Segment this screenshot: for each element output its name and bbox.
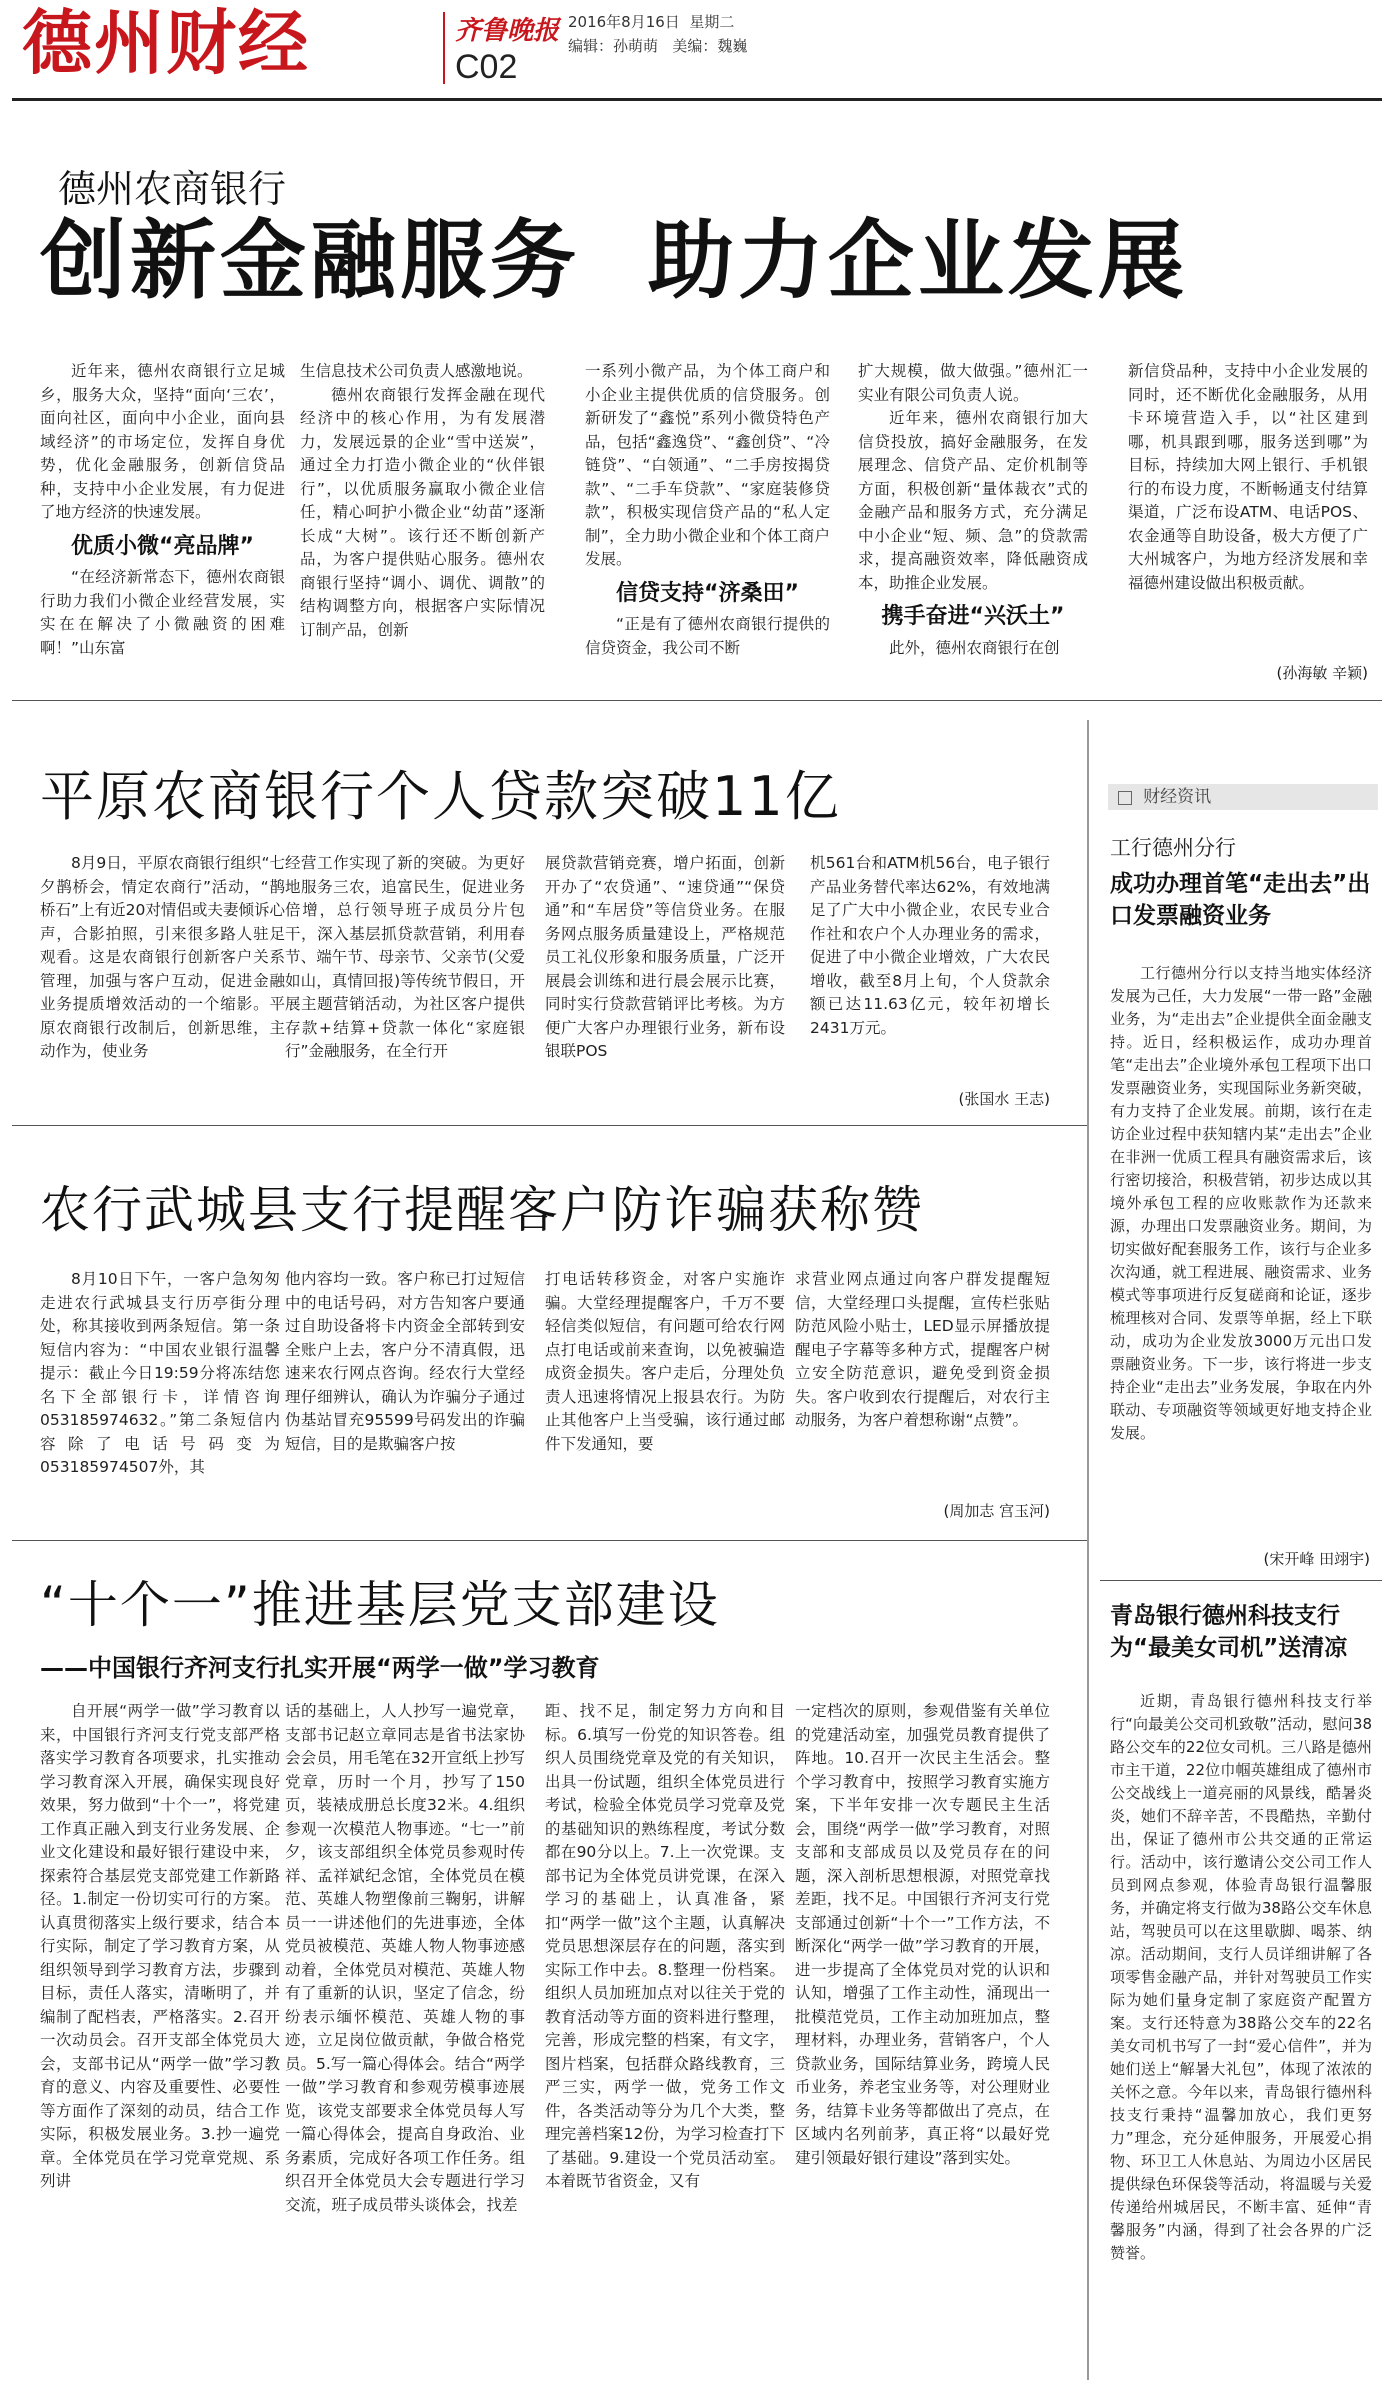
sidebar-story1-kicker: 工行德州分行 <box>1110 836 1236 860</box>
sidebar-story1-byline: (宋开峰 田翊宇) <box>1263 1550 1370 1568</box>
date: 2016年8月16日 <box>568 13 680 31</box>
pingyuan-column-1 <box>40 852 285 1112</box>
pingyuan-paragraph: 经营工作实现了新的突破。为更好地服务三农，追富民生，促进业务倍增，总行领导班子成员分片包干，深入基层抓贷款营销，利用春节、端午节、母亲节、父亲节(父爱如山，真情回报)等传统节假日，开展主题营销活动，为社区客户提供存款+结算+贷款一体化“家庭银行”金融服务，在全行开 <box>285 854 525 1060</box>
lead-column-3 <box>585 360 830 685</box>
lead-paragraph: 近年来，德州农商银行加大信贷投放，搞好金融服务，在发展理念、信贷产品、定价机制等方面，积极创新“量体裁衣”式的金融产品和服务方式，充分满足中小企业“短、频、急”的贷款需求，提高融资效率，降低融资成本，助推企业发展。 <box>858 409 1088 592</box>
designer-credit: 美编：魏巍 <box>672 37 748 55</box>
wucheng-headline: 农行武城县支行提醒客户防诈骗获称赞 <box>40 1181 924 1239</box>
sidebar-label-icon <box>1118 791 1132 805</box>
section-divider <box>12 1540 1087 1541</box>
section-divider <box>12 1125 1087 1126</box>
sidebar-story2-body <box>1110 1690 1372 2380</box>
boc-paragraph: 距、找不足，制定努力方向和目标。6.填写一份党的知识答卷。组织人员围绕党章及党的有关知识，出具一份试题，组织全体党员进行考试，检验全体党员学习党章及党的基础知识的熟练程度，考试分数都在90分以上。7.上一次党课。支部书记为全体党员讲党课，在深入学习的基础上，认真准备，紧扣“两学一做”这个主题，认真解决党员思想深层存在的问题，落实到实际工作中去。8.整理一份档案。组织人员加班加点对以往关于党的教育活动等方面的资料进行整理，完善，形成完整的档案，有文字，图片档案，包括群众路线教育，三严三实，两学一做，党务工作文件，各类活动等分为几个大类，整理完善档案12份，为学习检查打下了基础。9.建设一个党员活动室。本着既节省资金，又有 <box>545 1702 785 2190</box>
credits <box>568 34 747 58</box>
issue-date <box>568 10 734 34</box>
wucheng-paragraph: 打电话转移资金，对客户实施诈骗。大堂经理提醒客户，千万不要轻信类似短信，有问题可给农行网点打电话或前来查询，以免被骗造成资金损失。客户走后，分理处负责人迅速将情况上报县农行。为防止其他客户上当受骗，该行通过邮件下发通知，要 <box>545 1270 785 1453</box>
lead-paragraph: 一系列小微产品，为个体工商户和小企业主提供优质的信贷服务。创新研发了“鑫悦”系列小微贷特色产品，包括“鑫逸贷”、“鑫创贷”、“冷链贷”、“白领通”、“二手房按揭贷款”、“二手车贷款”、“家庭装修贷款”，积极实现信贷产品的“私人定制”，全力助小微企业和个体工商户发展。 <box>585 362 830 568</box>
lead-column-4 <box>858 360 1088 685</box>
lead-paragraph: “在经济新常态下，德州农商银行助力我们小微企业经营发展，实实在在解决了小微融资的困难啊！”山东富 <box>40 568 285 657</box>
section-title: 德州财经 <box>22 2 310 84</box>
boc-column-2 <box>285 1700 525 2380</box>
wucheng-paragraph: 他内容均一致。客户称已打过短信中的电话号码，对方告知客户要通过自助设备将卡内资金全部转到安全账户上去，客户分不清真假，迅速来农行网点咨询。经农行大堂经理仔细辨认，确认为诈骗分子通过伪基站冒充95599号码发出的诈骗短信，目的是欺骗客户按 <box>285 1270 525 1453</box>
pingyuan-paragraph: 机561台和ATM机56台，电子银行产品业务替代率达62%，有效地满足了广大中小微企业，农民专业合作社和农户个人办理业务的需求，促进了中小微企业增效，广大农民增收，截至8月上旬，个人贷款余额已达11.63亿元，较年初增长2431万元。 <box>810 854 1050 1037</box>
pingyuan-headline: 平原农商银行个人贷款突破11亿 <box>40 765 841 828</box>
boc-headline: “十个一”推进基层党支部建设 <box>40 1576 720 1634</box>
wucheng-byline: (周加志 宫玉河) <box>943 1502 1050 1520</box>
wucheng-column-1 <box>40 1268 280 1523</box>
boc-column-1 <box>40 1700 280 2380</box>
sidebar-story1-body <box>1110 962 1372 1542</box>
sidebar-label-bar <box>1108 784 1378 810</box>
masthead-rule <box>12 98 1382 101</box>
lead-headline: 创新金融服务 助力企业发展 <box>40 211 1188 311</box>
paper-logo: 齐鲁晚报 <box>455 16 560 46</box>
sidebar-paragraph: 工行德州分行以支持当地实体经济发展为己任，大力发展“一带一路”金融业务，为“走出去”企业提供全面金融支持。近日，经积极运作，成功办理首笔“走出去”企业境外承包工程项下出口发票融资业务，实现国际业务新突破，有力支持了企业发展。前期，该行在走访企业过程中获知辖内某“走出去”企业在非洲一优质工程具有融资需求后，该行密切接洽，积极营销，初步达成以其境外承包工程的应收账款作为还款来源，办理出口发票融资业务。期间，为切实做好配套服务工作，该行与企业多次沟通，就工程进展、融资需求、业务模式等事项进行反复磋商和论证，逐步梳理核对合同、发票等单据，经上下联动，成功为企业发放3000万元出口发票融资业务。下一步，该行将进一步支持企业“走出去”业务发展，争取在内外联动、专项融资等领域更好地支持企业发展。 <box>1110 964 1372 1442</box>
boc-subhead: ——中国银行齐河支行扎实开展“两学一做”学习教育 <box>40 1654 600 1682</box>
sidebar-paragraph: 近期，青岛银行德州科技支行举行“向最美公交司机致敬”活动，慰问38路公交车的22位女司机。三八路是德州市主干道，22位巾帼英雄组成了德州市公交战线上一道亮丽的风景线，酷暑炎炎，她们不辞辛苦，不畏酷热，辛勤付出，保证了德州市公共交通的正常运行。活动中，该行邀请公交公司工作人员到网点参观，体验青岛银行温馨服务，并确定将支行做为38路公交车休息站，驾驶员可以在这里歇脚、喝茶、纳凉。活动期间，支行人员详细讲解了各项零售金融产品，并针对驾驶员工作实际为她们量身定制了家庭资产配置方案。支行还特意为38路公交车的22名美女司机书写了一封“爱心信件”，并为她们送上“解暑大礼包”，体现了浓浓的关怀之意。今年以来，青岛银行德州科技支行秉持“温馨加放心，我们更努力”理念，充分延伸服务，开展爱心捐物、环卫工人休息站、为周边小区居民提供绿色环保袋等活动，将温暖与关爱传递给州城居民，不断丰富、延伸“青馨服务”内涵，得到了社会各界的广泛赞誉。 <box>1110 1692 1372 2262</box>
lead-subhead-1: 优质小微“亮品牌” <box>71 533 254 559</box>
sidebar-story1-title: 成功办理首笔“走出去”出口发票融资业务 <box>1110 871 1371 929</box>
lead-paragraph: 此外，德州农商银行在创 <box>889 638 1060 657</box>
sidebar-story2-title: 青岛银行德州科技支行为“最美女司机”送清凉 <box>1110 1603 1348 1661</box>
wucheng-paragraph: 8月10日下午，一客户急匆匆走进农行武城县支行历亭街分理处，称其接收到两条短信。第一条短信内容为：“中国农业银行温馨提示：截止今日19:59分将冻结您名下全部银行卡，详情咨询053185974632。”第二条短信内容除了电话号码变为053185974507外，其 <box>40 1270 280 1476</box>
boc-paragraph: 自开展“两学一做”学习教育以来，中国银行齐河支行党支部严格落实学习教育各项要求，扎实推动学习教育深入开展，确保实现良好效果，努力做到“十个一”，将党建工作真正融入到支行业务发展、企业文化建设和最好银行建设中来，探索符合基层党支部党建工作新路径。1.制定一份切实可行的方案。认真贯彻落实上级行要求，结合本行实际，制定了学习教育方案，从组织领导到学习教育方法，步骤到目标，责任人落实，清晰明了，并编制了配档表，严格落实。2.召开一次动员会。召开支部全体党员大会，支部书记从“两学一做”学习教育的意义、内容及重要性、必要性等方面作了深刻的动员，结合工作实际，积极发展业务。3.抄一遍党章。全体党员在学习党章党规、系列讲 <box>40 1702 280 2190</box>
pingyuan-column-3 <box>545 852 785 1112</box>
sidebar-divider-rule <box>1100 1580 1382 1581</box>
sidebar-divider <box>1087 720 1089 2380</box>
boc-paragraph: 话的基础上，人人抄写一遍党章，支部书记赵立章同志是省书法家协会会员，用毛笔在32开宣纸上抄写党章，历时一个月，抄写了150页，装裱成册总长度32米。4.组织参观一次模范人物事迹。“七一”前夕，该支部组织全体党员参观时传祥、孟祥斌纪念馆，全体党员在模范、英雄人物塑像前三鞠躬，讲解员一一讲述他们的先进事迹，全体党员被模范、英雄人物人物事迹感动着，全体党员对模范、英雄人物有了重新的认识，坚定了信念，纷纷表示缅怀模范、英雄人物的事迹，立足岗位做贡献，争做合格党员。5.写一篇心得体会。结合“两学一做”学习教育和参观劳模事迹展览，该党支部要求全体党员每人写一篇心得体会，提高自身政治、业务素质，完成好各项工作任务。组织召开全体党员大会专题进行学习交流，班子成员带头谈体会，找差 <box>285 1702 525 2214</box>
pingyuan-column-2 <box>285 852 525 1112</box>
weekday: 星期二 <box>689 13 735 31</box>
lead-paragraph: 近年来，德州农商银行立足城乡，服务大众，坚持“面向‘三农’，面向社区，面向中小企业，面向县域经济”的市场定位，发挥自身优势，优化金融服务，创新信贷品种，支持中小企业发展，有力促进了地方经济的快速发展。 <box>40 362 285 521</box>
lead-paragraph: 德州农商银行发挥金融在现代经济中的核心作用，为有发展潜力，发展远景的企业“雪中送炭”，通过全力打造小微企业的“伙伴银行”，以优质服务赢取小微企业信任，精心呵护小微企业“幼苗”逐渐长成“大树”。该行还不断创新产品，为客户提供贴心服务。德州农商银行坚持“调小、调优、调散”的结构调整方向，根据客户实际情况订制产品，创新 <box>300 385 545 639</box>
boc-column-4 <box>795 1700 1050 2380</box>
lead-column-1 <box>40 360 285 685</box>
boc-column-3 <box>545 1700 785 2380</box>
wucheng-column-3 <box>545 1268 785 1523</box>
wucheng-column-2 <box>285 1268 525 1523</box>
lead-column-2 <box>300 360 545 685</box>
pingyuan-column-4 <box>810 852 1050 1084</box>
lead-subhead-2: 信贷支持“济桑田” <box>616 580 799 606</box>
lead-paragraph: 扩大规模，做大做强。”德州汇一实业有限公司负责人说。 <box>858 362 1088 404</box>
lead-subhead-3: 携手奋进“兴沃土” <box>881 604 1065 629</box>
pingyuan-paragraph: 展贷款营销竞赛，增户拓面，创新开办了“农贷通”、“速贷通”“保贷通”和“车居贷”等信贷业务。在服务网点服务质量建设上，严格规范员工礼仪形象和服务质量，广泛开展晨会训练和进行晨会展示比赛，同时实行贷款营销评比考核。为方便广大客户办理银行业务，新布设银联POS <box>545 854 785 1060</box>
wucheng-column-4 <box>795 1268 1050 1496</box>
section-divider <box>12 700 1382 701</box>
lead-paragraph: 生信息技术公司负责人感激地说。 <box>300 362 533 380</box>
page-number: C02 <box>455 48 518 86</box>
lead-kicker: 德州农商银行 <box>58 167 287 211</box>
lead-paragraph: “正是有了德州农商银行提供的信贷资金，我公司不断 <box>585 615 830 657</box>
masthead-divider <box>443 12 445 84</box>
pingyuan-byline: (张国水 王志) <box>958 1090 1050 1108</box>
lead-paragraph: 新信贷品种，支持中小企业发展的同时，还不断优化金融服务，从用卡环境营造入手，以“社区建到哪，机具跟到哪，服务送到哪”为目标，持续加大网上银行、手机银行的布设力度，不断畅通支付结算渠道，广泛布设ATM、电话POS、农金通等自助设备，极大方便了广大州城客户，为地方经济发展和幸福德州建设做出积极贡献。 <box>1128 362 1368 592</box>
lead-byline: (孙海敏 辛颖) <box>1276 664 1368 682</box>
editor-credit: 编辑：孙萌萌 <box>568 37 659 55</box>
boc-paragraph: 一定档次的原则，参观借鉴有关单位的党建活动室，加强党员教育提供了阵地。10.召开一次民主生活会。整个学习教育中，按照学习教育实施方案，下半年安排一次专题民主生活会，围绕“两学一做”学习教育，对照支部和支部成员以及党员存在的问题，深入剖析思想根源，对照党章找差距，找不足。中国银行齐河支行党支部通过创新“十个一”工作方法，不断深化“两学一做”学习教育的开展，进一步提高了全体党员对党的认识和认知，增强了工作主动性，涌现出一批模范党员，工作主动加班加点，整理材料，办理业务，营销客户，个人贷款业务，国际结算业务，跨境人民币业务，养老宝业务等，对公理财业务，结算卡业务等都做出了亮点，在区域内名列前茅，真正将“以最好党建引领最好银行建设”落到实处。 <box>795 1702 1050 2167</box>
lead-column-5 <box>1128 360 1368 660</box>
pingyuan-paragraph: 8月9日，平原农商银行组织“七夕鹊桥会，情定农商行”活动，“鹊桥石”上有近20对情侣或夫妻倾诉心声，合影拍照，引来很多路人驻足观看。这是农商银行创新客户关系管理，加强与客户互动，促进金融业务提质增效活动的一个缩影。平原农商银行改制后，创新思维，主动作为，使业务 <box>40 854 285 1060</box>
sidebar-label: 财经资讯 <box>1143 787 1212 807</box>
wucheng-paragraph: 求营业网点通过向客户群发提醒短信，大堂经理口头提醒，宣传栏张贴防范风险小贴士，LED显示屏播放提醒电子字幕等多种方式，提醒客户树立安全防范意识，避免受到资金损失。客户收到农行提醒后，对农行主动服务，为客户着想称谢“点赞”。 <box>795 1270 1050 1429</box>
